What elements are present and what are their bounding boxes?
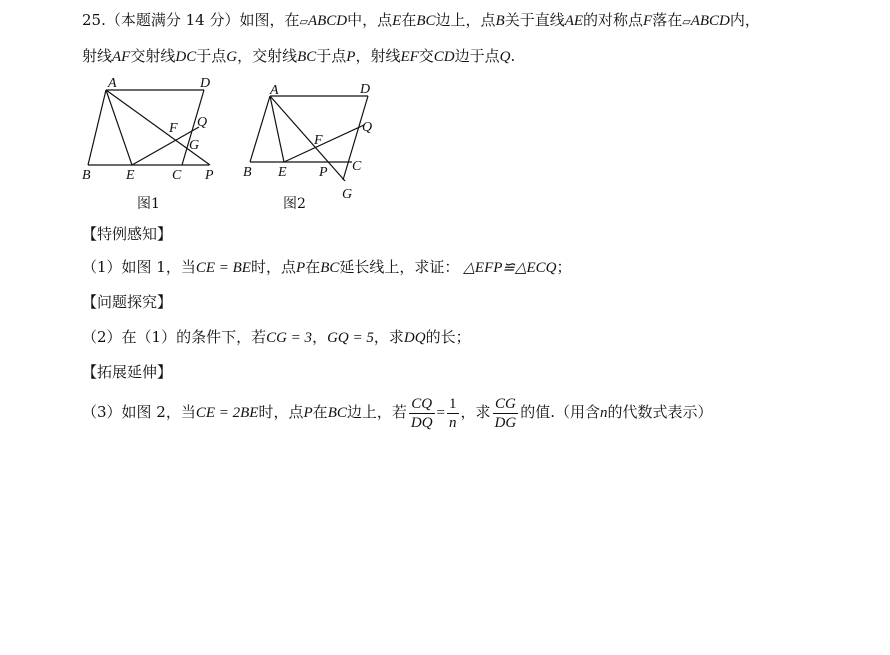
math-bc: BC [320,260,340,276]
math-abcd: ABCD [307,13,348,29]
problem-text: ，射线 [355,47,401,65]
parallelogram-symbol: ▱ [682,15,691,28]
math-p: P [346,49,356,65]
question-text: ； [556,258,572,276]
problem-text: 于点 [196,47,227,65]
figure-1-lines [88,90,210,165]
math-expression: GQ = 5 [327,330,374,346]
math-p: P [303,405,313,421]
math-expression: CE = 2BE [195,405,259,421]
problem-text: 在 [401,11,417,29]
math-n: n [599,405,608,421]
question-3 [82,392,713,433]
fig1-label-b: B [82,168,91,183]
problem-text: 的对称点 [583,11,644,29]
fraction-cg-dg [493,395,519,432]
problem-text: 关于直线 [504,11,565,29]
question-text: 在 [312,403,328,421]
problem-text: 边于点 [454,47,500,65]
math-g: G [226,49,238,65]
problem-text: ，交射线 [237,47,298,65]
fraction-denominator: n [449,414,457,431]
math-af: AF [112,49,131,65]
math-dq: DQ [403,330,426,346]
problem-text: 内， [729,11,760,29]
fig1-label-g: G [189,138,200,153]
fig1-label-p: P [205,168,214,183]
figure-2-lines [250,96,368,181]
fig2-label-b: B [243,165,252,180]
fraction-1-n [447,395,459,432]
fig2-label-q: Q [362,120,373,135]
figure-1 [76,74,226,186]
figure-1-caption: 图1 [137,196,160,212]
question-text: 边上，若 [346,403,407,421]
question-1 [82,257,572,278]
problem-text: 落在 [652,11,683,29]
equals-sign: = [436,405,446,421]
section-heading-3: 【拓展延伸】 [82,363,173,381]
problem-text: 交 [418,47,434,65]
section-heading-2: 【问题探究】 [82,293,173,311]
section-heading-1: 【特例感知】 [82,225,173,243]
fig2-label-e: E [278,165,287,180]
question-text: （1）如图 1，当 [82,258,196,276]
fig1-label-c: C [172,168,182,183]
math-bc: BC [297,49,317,65]
fig2-label-d: D [360,82,371,97]
math-dc: DC [175,49,197,65]
question-text: 时，点 [250,258,296,276]
question-text: 的值.（用含 [520,403,600,421]
question-text: （3）如图 2，当 [82,403,196,421]
math-abcd: ABCD [690,13,730,29]
problem-text: 于点 [316,47,347,65]
problem-line-2 [82,46,515,67]
math-e: E [392,13,402,29]
math-b: B [495,13,505,29]
fig2-label-f: F [314,133,323,148]
math-cd: CD [433,49,455,65]
question-text: 的代数式表示） [607,403,713,421]
fraction-numerator: CG [493,395,519,414]
figure-2 [240,78,380,204]
question-text: 在 [305,258,321,276]
problem-text: 25.（本题满分 14 分）如图，在 [82,11,300,29]
question-text: 的长； [425,328,471,346]
fig2-label-c: C [352,159,362,174]
problem-text: 射线 [82,47,113,65]
math-f: F [643,13,653,29]
math-p: P [296,260,306,276]
question-2 [82,327,471,348]
fig1-label-q: Q [197,115,208,130]
fraction-cq-dq [409,395,435,432]
figure-2-caption: 图2 [283,196,306,212]
question-text: ，求 [373,328,404,346]
fig2-label-a: A [270,83,279,98]
question-text: （2）在（1）的条件下，若 [82,328,267,346]
question-text: ， [312,328,328,346]
fig1-label-a: A [108,76,117,91]
problem-text: 边上，点 [435,11,496,29]
math-bc: BC [327,405,347,421]
math-expression: CG = 3 [266,330,313,346]
fraction-denominator: DG [494,414,517,431]
math-q: Q [499,49,511,65]
math-bc: BC [416,13,436,29]
problem-text: . [510,47,516,65]
question-text: 延长线上，求证： [339,258,460,276]
problem-text: 中，点 [347,11,393,29]
math-ae: AE [564,13,584,29]
problem-text: 交射线 [130,47,176,65]
math-expression: CE = BE [195,260,251,276]
fraction-numerator: 1 [449,395,457,412]
parallelogram-symbol: ▱ [299,15,308,28]
fig1-label-f: F [169,121,178,136]
fig2-label-p: P [319,165,328,180]
question-text: 时，点 [258,403,304,421]
fraction-numerator: CQ [409,395,435,414]
problem-line-1 [82,10,760,32]
question-text: ，求 [460,403,491,421]
fig2-label-g: G [342,187,353,202]
math-ef: EF [400,49,419,65]
fig1-label-e: E [126,168,135,183]
fraction-denominator: DQ [410,414,433,431]
fig1-label-d: D [200,76,211,91]
math-congruence: △EFP≌△ECQ [463,260,557,276]
